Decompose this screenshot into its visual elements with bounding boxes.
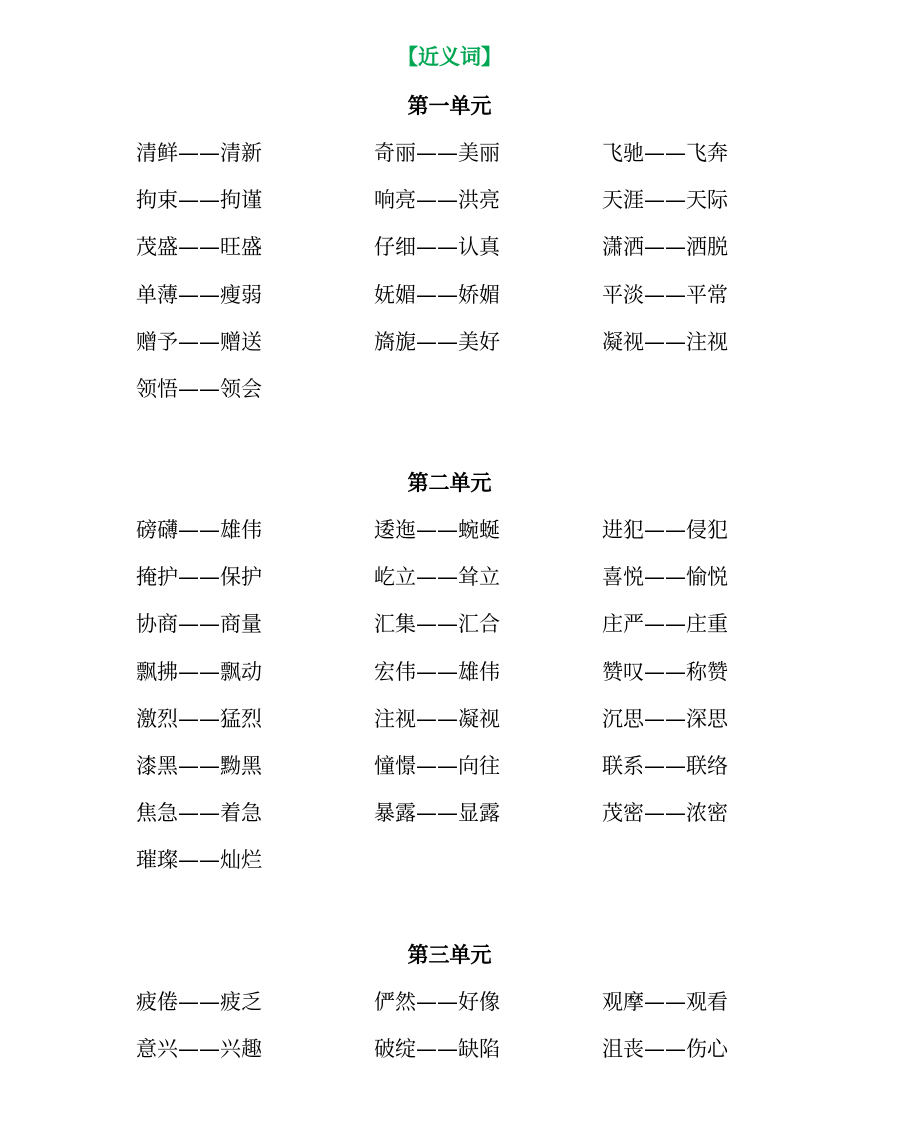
synonym-pair: 注视——凝视 [374, 706, 500, 731]
synonym-pair: 平淡——平常 [602, 282, 728, 307]
synonym-pair: 单薄——瘦弱 [136, 282, 262, 307]
synonym-pair: 响亮——洪亮 [374, 188, 500, 213]
synonym-grid-unit-2 [136, 515, 856, 893]
synonym-grid-unit-1 [136, 138, 856, 421]
synonym-pair: 清鲜——清新 [136, 141, 262, 165]
synonym-pair: 仔细——认真 [374, 235, 500, 260]
synonym-pair: 破绽——缺陷 [374, 1037, 500, 1062]
synonym-pair: 奇丽——美丽 [374, 141, 500, 165]
section-heading-unit-1: 第一单元 [407, 94, 492, 118]
section-heading-unit-3: 第三单元 [407, 943, 492, 967]
synonym-pair: 妩媚——娇媚 [374, 282, 500, 307]
synonym-pair: 逶迤——蜿蜒 [374, 518, 500, 542]
synonym-pair: 联系——联络 [602, 753, 728, 778]
synonym-pair: 漆黑——黝黑 [136, 753, 262, 778]
synonym-pair: 喜悦——愉悦 [602, 565, 728, 590]
synonym-pair: 茂盛——旺盛 [136, 235, 262, 260]
synonym-grid-unit-3 [136, 987, 856, 1081]
page-title: 【近义词】 [397, 45, 502, 69]
synonym-pair: 沮丧——伤心 [602, 1037, 728, 1062]
synonym-pair: 璀璨——灿烂 [136, 848, 262, 873]
synonym-pair: 拘束——拘谨 [136, 188, 262, 213]
synonym-pair: 汇集——汇合 [374, 612, 500, 637]
synonym-pair: 观摩——观看 [602, 990, 728, 1014]
synonym-pair: 潇洒——洒脱 [602, 235, 728, 260]
section-heading-unit-2: 第二单元 [407, 471, 492, 495]
synonym-pair: 宏伟——雄伟 [374, 659, 500, 684]
synonym-pair: 协商——商量 [136, 612, 262, 637]
synonym-pair: 焦急——着急 [136, 801, 262, 826]
synonym-pair: 进犯——侵犯 [602, 518, 728, 542]
synonym-pair: 旖旎——美好 [374, 329, 500, 354]
synonym-pair: 飞驰——飞奔 [602, 141, 728, 165]
synonym-pair: 俨然——好像 [374, 990, 500, 1014]
synonym-pair: 飘拂——飘动 [136, 659, 262, 684]
synonym-pair: 意兴——兴趣 [136, 1037, 262, 1062]
synonym-pair: 茂密——浓密 [602, 801, 728, 826]
synonym-pair: 凝视——注视 [602, 329, 728, 354]
synonym-pair: 赞叹——称赞 [602, 659, 728, 684]
synonym-pair: 憧憬——向往 [374, 753, 500, 778]
synonym-pair: 庄严——庄重 [602, 612, 728, 637]
synonym-pair: 领悟——领会 [136, 376, 262, 401]
synonym-pair: 天涯——天际 [602, 188, 728, 213]
synonym-pair: 疲倦——疲乏 [136, 990, 262, 1014]
synonym-pair: 暴露——显露 [374, 801, 500, 826]
synonym-pair: 掩护——保护 [136, 565, 262, 590]
synonym-pair: 激烈——猛烈 [136, 706, 262, 731]
synonym-pair: 赠予——赠送 [136, 329, 262, 354]
synonym-pair: 屹立——耸立 [374, 565, 500, 590]
synonym-pair: 沉思——深思 [602, 706, 728, 731]
synonym-pair: 磅礴——雄伟 [136, 518, 262, 542]
